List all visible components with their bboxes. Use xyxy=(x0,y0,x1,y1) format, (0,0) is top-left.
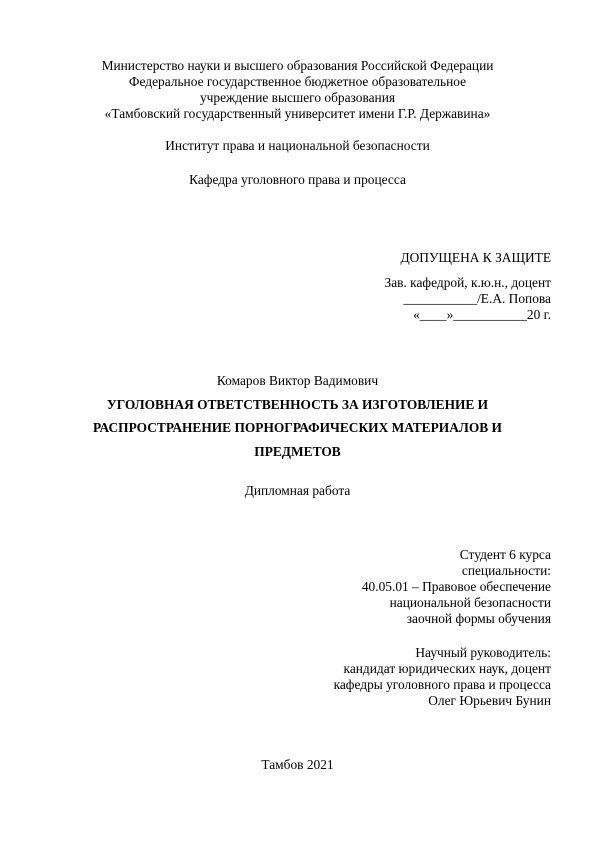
institution-line-1: Федеральное государственное бюджетное образовательное xyxy=(128,74,467,89)
supervisor-department: кафедры уголовного права и процесса xyxy=(333,677,551,692)
institution-line-2: учреждение высшего образования xyxy=(199,90,396,105)
student-specialty-code: 40.05.01 – Правовое обеспечение xyxy=(361,579,551,594)
student-specialty-name: национальной безопасности xyxy=(389,595,551,610)
thesis-title-line-3: ПРЕДМЕТОВ xyxy=(254,444,341,459)
supervisor-degree: кандидат юридических наук, доцент xyxy=(343,661,551,676)
supervisor-name: Олег Юрьевич Бунин xyxy=(428,693,551,708)
city-year: Тамбов 2021 xyxy=(261,757,334,772)
approval-heading: ДОПУЩЕНА К ЗАЩИТЕ xyxy=(400,250,551,265)
approval-date: «____»___________20 г. xyxy=(413,307,551,322)
thesis-title-line-2: РАСПРОСТРАНЕНИЕ ПОРНОГРАФИЧЕСКИХ МАТЕРИАЛОВ И xyxy=(93,420,502,435)
approval-position: Зав. кафедрой, к.ю.н., доцент xyxy=(384,275,551,290)
work-type: Дипломная работа xyxy=(244,483,351,498)
department-name: Кафедра уголовного права и процесса xyxy=(189,172,406,187)
author-name: Комаров Виктор Вадимович xyxy=(216,373,379,388)
university-name: «Тамбовский государственный университет имени Г.Р. Державина» xyxy=(104,106,491,121)
approval-signature: ___________/Е.А. Попова xyxy=(403,291,551,306)
student-specialty-label: специальности: xyxy=(461,563,551,578)
thesis-title-line-1: УГОЛОВНАЯ ОТВЕТСТВЕННОСТЬ ЗА ИЗГОТОВЛЕНИЕ И xyxy=(106,397,489,412)
student-study-form: заочной формы обучения xyxy=(406,611,551,626)
student-course: Студент 6 курса xyxy=(459,547,551,562)
institute-name: Институт права и национальной безопасности xyxy=(165,138,430,153)
ministry-line: Министерство науки и высшего образования Российской Федерации xyxy=(101,58,494,73)
supervisor-label: Научный руководитель: xyxy=(415,645,551,660)
